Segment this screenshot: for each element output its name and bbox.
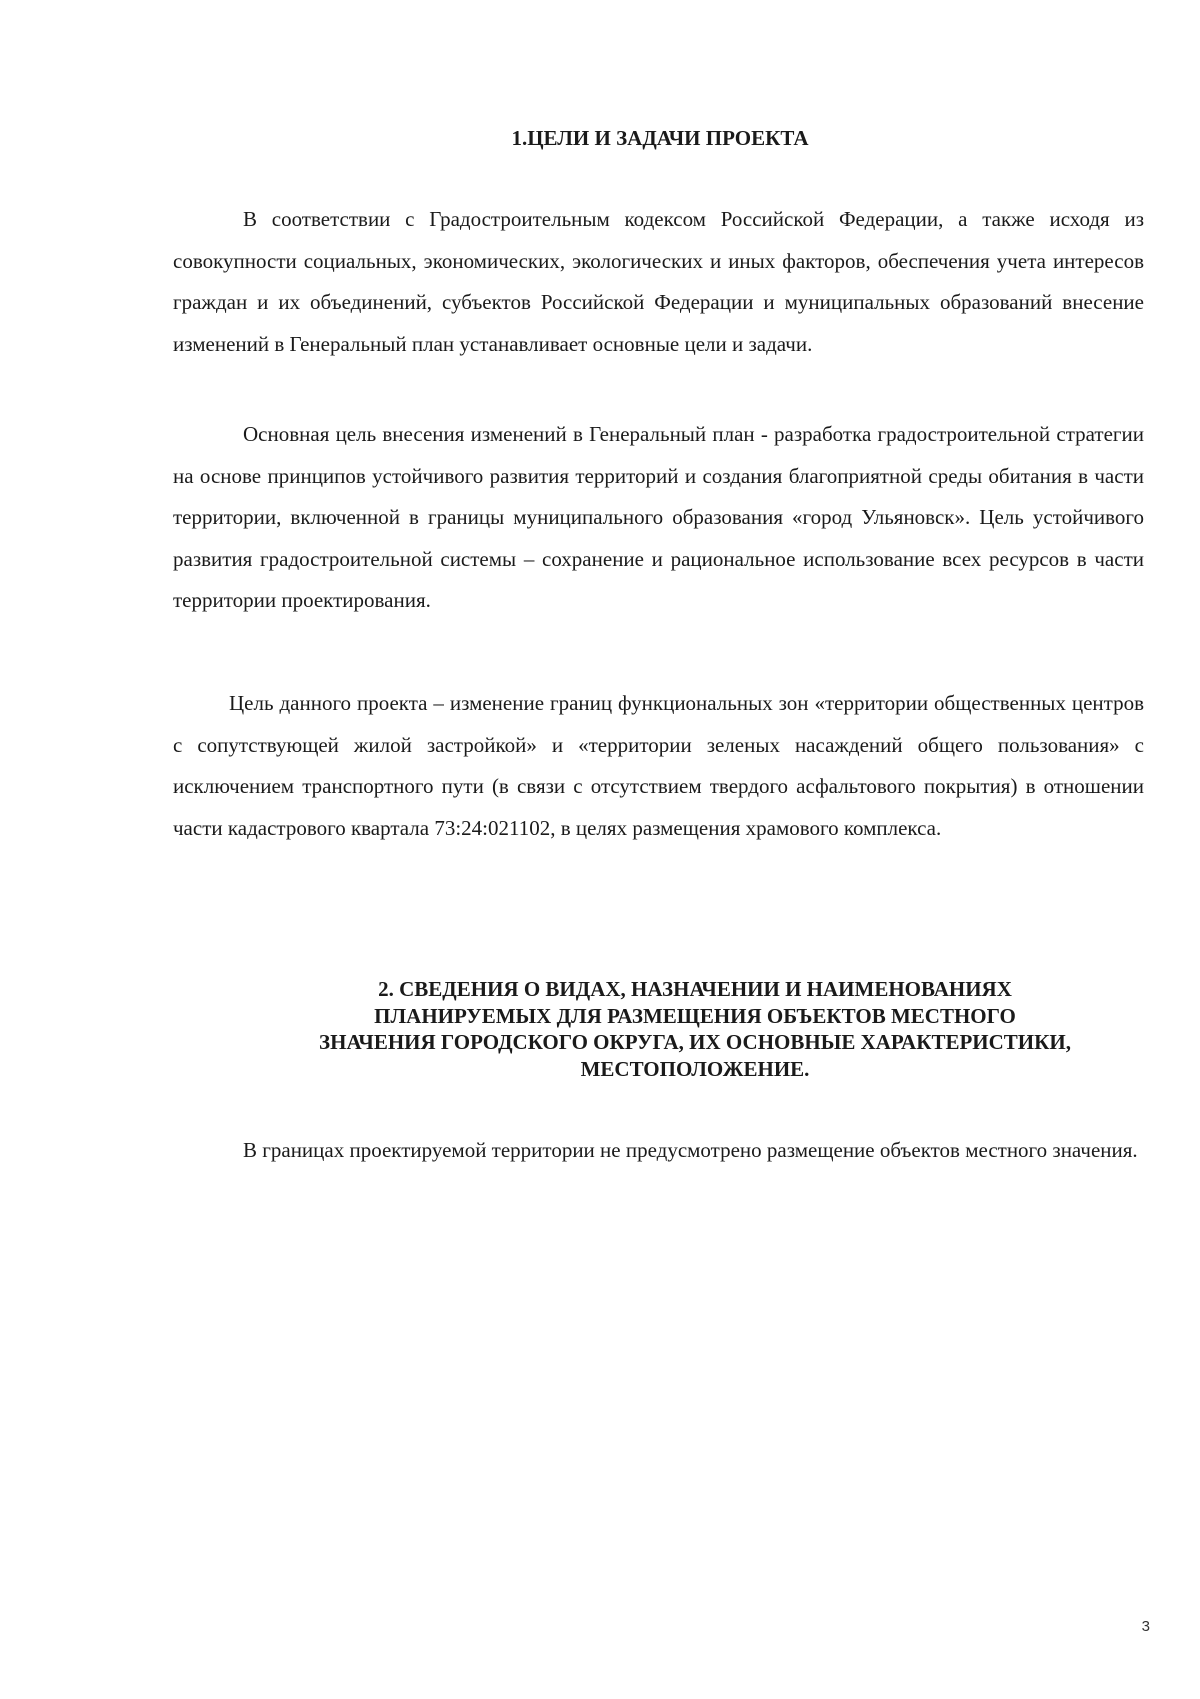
section-2-heading-line: МЕСТОПОЛОЖЕНИЕ. <box>580 1056 810 1081</box>
section-1-heading: 1.ЦЕЛИ И ЗАДАЧИ ПРОЕКТА <box>511 126 809 150</box>
section-2-heading <box>240 976 1150 1082</box>
section-1-paragraph-2: Основная цель внесения изменений в Генеральный план - разработка градостроительной стратегии на основе принципов устойчивого развития территорий и создания благоприятной среды обитания в части территории, включенной в границы муниципального образования «город Ульяновск». Цель устойчивого развития градостроительной системы – сохранение и рациональное использование всех ресурсов в части территории проектирования. <box>173 422 1144 613</box>
section-2-heading-line: ЗНАЧЕНИЯ ГОРОДСКОГО ОКРУГА, ИХ ОСНОВНЫЕ ХАРАКТЕРИСТИКИ, <box>319 1030 1071 1054</box>
page-number: 3 <box>1141 1618 1150 1635</box>
section-2-heading-line: ПЛАНИРУЕМЫХ ДЛЯ РАЗМЕЩЕНИЯ ОБЪЕКТОВ МЕСТНОГО <box>374 1003 1016 1028</box>
section-2-paragraph-1: В границах проектируемой территории не предусмотрено размещение объектов местного значения. <box>243 1138 1138 1162</box>
section-2-heading-line: 2. СВЕДЕНИЯ О ВИДАХ, НАЗНАЧЕНИИ И НАИМЕНОВАНИЯХ <box>378 977 1012 1001</box>
section-1-paragraph-1: В соответствии с Градостроительным кодексом Российской Федерации, а также исходя из совокупности социальных, экономических, экологических и иных факторов, обеспечения учета интересов граждан и их объединений, субъектов Российской Федерации и муниципальных образований внесение изменений в Генеральный план устанавливает основные цели и задачи. <box>173 207 1144 356</box>
section-1-paragraph-3: Цель данного проекта – изменение границ функциональных зон «территории общественных центров с сопутствующей жилой застройкой» и «территории зеленых насаждений общего пользования» с исключением транспортного пути (в связи с отсутствием твердого асфальтового покрытия) в отношении части кадастрового квартала 73:24:021102, в целях размещения храмового комплекса. <box>173 691 1144 840</box>
